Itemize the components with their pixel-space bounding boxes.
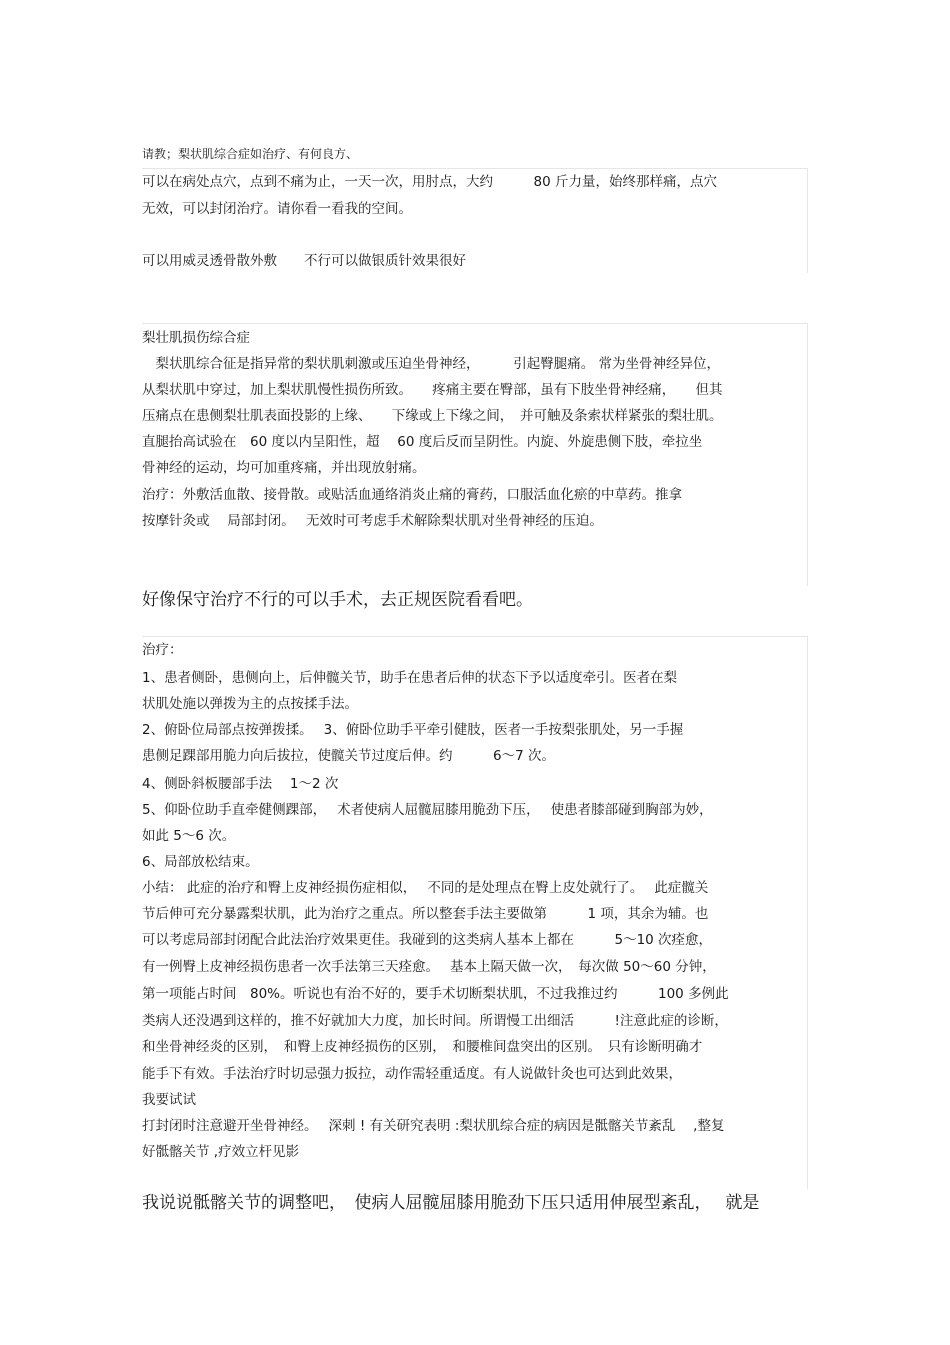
reply-5-line: 我要试试 [142, 1092, 196, 1108]
reply-5-line: 1、患者侧卧，患侧向上，后伸髋关节，助手在患者后伸的状态下予以适度牵引。医者在梨 [142, 670, 678, 686]
reply-3-line: 直腿抬高试验在 60 度以内呈阳性，超 60 度后反而呈阴性。内旋、外旋患侧下肢，牵拉坐 [142, 434, 703, 450]
reply-3-line: 压痛点在患侧梨壮肌表面投影的上缘、 下缘或上下缘之间， 并可触及条索状样紧张的梨壮肌。 [142, 408, 723, 424]
reply-5-line: 可以考虑局部封闭配合此法治疗效果更佳。我碰到的这类病人基本上都在 5～10 次痊愈， [142, 932, 713, 948]
reply-4-text: 好像保守治疗不行的可以手术，去正规医院看看吧。 [142, 590, 533, 610]
reply-3-line: 骨神经的运动，均可加重疼痛，并出现放射痛。 [142, 460, 426, 476]
reply-3-line: 按摩针灸或 局部封闭。 无效时可考虑手术解除梨状肌对坐骨神经的压迫。 [142, 513, 603, 529]
reply-6-text: 我说说骶髂关节的调整吧， 使病人屈髋屈膝用脆劲下压只适用伸展型紊乱， 就是 [142, 1193, 760, 1213]
reply-5-line: 6、局部放松结束。 [142, 854, 259, 870]
reply-5-line: 状肌处施以弹拨为主的点按揉手法。 [142, 696, 358, 712]
reply-3-line: 治疗：外敷活血散、接骨散。或贴活血通络消炎止痛的膏药，口服活血化瘀的中草药。推拿 [142, 487, 682, 503]
reply-5-line: 打封闭时注意避开坐骨神经。 深刺 ! 有关研究表明 :梨状肌综合症的病因是骶髂关节紊乱 ,整复 [142, 1118, 725, 1134]
reply-5-line: 好骶髂关节 ,疗效立杆见影 [142, 1144, 300, 1160]
reply-3-line: 梨状肌综合征是指异常的梨状肌刺激或压迫坐骨神经， 引起臀腿痛。 常为坐骨神经异位， [142, 356, 721, 372]
reply-5-line: 有一例臀上皮神经损伤患者一次手法第三天痊愈。 基本上隔天做一次， 每次做 50～60 分钟， [142, 959, 716, 975]
reply-3-line: 从梨状肌中穿过，加上梨状肌慢性损伤所致。 疼痛主要在臀部，虽有下肢坐骨神经痛， 但其 [142, 382, 723, 398]
reply-5-line: 治疗： [142, 642, 183, 658]
reply-5-line: 患侧足踝部用脆力向后拔拉，使髋关节过度后伸。约 6～7 次。 [142, 748, 555, 764]
reply-5-line: 节后伸可充分暴露梨状肌，此为治疗之重点。所以整套手法主要做第 1 项，其余为辅。也 [142, 906, 709, 922]
reply-5-line: 和坐骨神经炎的区别， 和臀上皮神经损伤的区别， 和腰椎间盘突出的区别。 只有诊断明确才 [142, 1039, 703, 1055]
reply-1-line: 无效，可以封闭治疗。请你看一看我的空间。 [142, 201, 412, 217]
reply-5-line: 5、仰卧位助手直牵健侧踝部， 术者使病人屈髋屈膝用脆劲下压， 使患者膝部碰到胸部为妙， [142, 802, 713, 818]
reply-5-line: 类病人还没遇到这样的，推不好就加大力度，加长时间。所谓慢工出细活 !注意此症的诊断， [142, 1013, 728, 1029]
reply-5-line: 如此 5～6 次。 [142, 828, 236, 844]
reply-1-line: 可以在病处点穴，点到不痛为止，一天一次，用肘点，大约 80 斤力量，始终那样痛，点穴 [142, 174, 717, 190]
thread-title: 请教；梨状肌综合症如治疗、有何良方、 [142, 147, 359, 161]
reply-5-line: 能手下有效。手法治疗时切忌强力扳拉，动作需轻重适度。有人说做针灸也可达到此效果， [142, 1066, 682, 1082]
reply-5-line: 小结： 此症的治疗和臀上皮神经损伤症相似， 不同的是处理点在臀上皮处就行了。 此症髋关 [142, 880, 709, 896]
reply-5-line: 第一项能占时间 80%。听说也有治不好的，要手术切断梨状肌，不过我推过约 100 多例此 [142, 986, 729, 1002]
reply-5-line: 4、侧卧斜板腰部手法 1～2 次 [142, 776, 339, 792]
reply-3-title: 梨壮肌损伤综合症 [142, 330, 250, 346]
reply-2-text: 可以用威灵透骨散外敷 不行可以做银质针效果很好 [142, 253, 466, 269]
reply-5-line: 2、俯卧位局部点按弹拨揉。 3、俯卧位助手平牵引健肢，医者一手按梨张肌处，另一手握 [142, 722, 684, 738]
